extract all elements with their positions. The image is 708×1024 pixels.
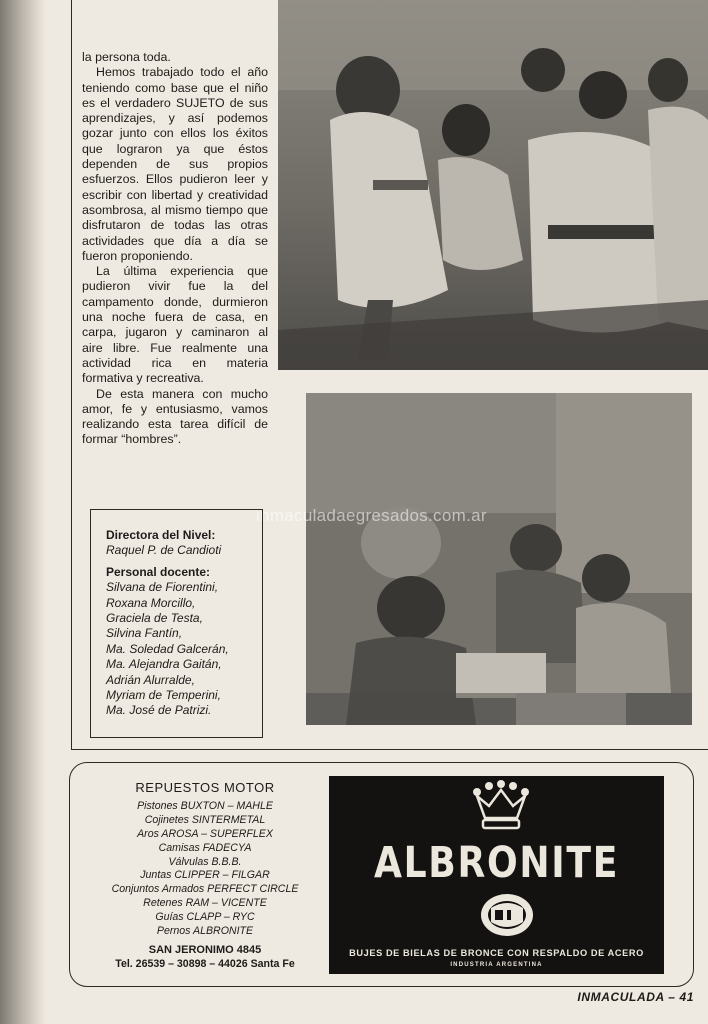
frame-rule-left [71, 0, 72, 750]
teacher-name: Graciela de Testa, [106, 611, 203, 626]
teacher-name: Silvana de Fiorentini, [106, 580, 219, 595]
teacher-name: Ma. José de Patrizi. [106, 703, 212, 718]
page-binding-shadow [0, 0, 46, 1024]
ad-line: Conjuntos Armados PERFECT CIRCLE [111, 883, 299, 896]
albronite-tagline: BUJES DE BIELAS DE BRONCE CON RESPALDO DE ACERO [349, 948, 644, 958]
albronite-advertisement [329, 776, 664, 974]
ad-line: Válvulas B.B.B. [168, 855, 242, 868]
teacher-name: Ma. Alejandra Gaitán, [106, 657, 222, 672]
ad-address: SAN JERONIMO 4845 [148, 943, 262, 956]
teacher-name: Adrián Alurralde, [106, 672, 195, 687]
director-name: Raquel P. de Candioti [106, 543, 222, 558]
frame-rule-bottom [71, 749, 708, 750]
article-paragraph: la persona toda. [82, 50, 171, 64]
ad-line: Aros AROSA – SUPERFLEX [137, 827, 273, 840]
ad-phones [80, 958, 330, 972]
ad-phone-numbers: Tel. 26539 – 30898 – 44026 [115, 957, 248, 970]
photo-children-outdoors [278, 0, 708, 370]
teachers-heading: Personal docente: [106, 564, 211, 579]
ad-title: REPUESTOS MOTOR [135, 780, 275, 795]
teacher-name: Myriam de Temperini, [106, 688, 221, 703]
article-paragraph: De esta manera con mucho amor, fe y entusiasmo, vamos realizando esta tarea difícil de formar “hombres”. [82, 386, 268, 447]
parts-advertisement [80, 781, 330, 972]
teacher-name: Roxana Morcillo, [106, 595, 196, 610]
page-footer: INMACULADA – 41 [577, 990, 694, 1004]
site-watermark: inmaculadaegresados.com.ar [256, 506, 487, 525]
ad-line: Pernos ALBRONITE [156, 925, 254, 938]
article-column [82, 50, 268, 448]
teacher-name: Ma. Soledad Galcerán, [106, 641, 229, 656]
ad-line: Cojinetes SINTERMETAL [144, 813, 266, 826]
albronite-brand: ALBRONITE [373, 838, 620, 888]
photo-children-table [306, 393, 692, 725]
ad-line: Pistones BUXTON – MAHLE [137, 799, 273, 812]
staff-box [90, 509, 263, 738]
albronite-origin: INDUSTRIA ARGENTINA [450, 962, 543, 968]
ad-line: Camisas FADECYA [158, 841, 252, 854]
article-paragraph: Hemos trabajado todo el año teniendo como base que el niño es el verdadero SUJETO de sus aprendizajes, y así podemos gozar junto con ellos los éxitos que lograron ya que éstos dependen de sus propios esfuerzos. Ellos pudieron leer y escribir con libertad y creatividad asombrosa, al mismo tiempo que disfrutaron de todas las otras actividades que día a día se fueron proponiendo. [82, 65, 268, 263]
ad-line: Retenes RAM – VICENTE [143, 897, 267, 910]
director-heading: Directora del Nivel: [106, 528, 216, 542]
ad-line: Juntas CLIPPER – FILGAR [140, 869, 270, 882]
ad-line: Guías CLAPP – RYC [155, 911, 255, 924]
article-paragraph: La última experiencia que pudieron vivir fue la del campamento donde, durmieron una noche fuera de casa, en carpa, jugaron y caminaron al aire libre. Fue realmente una actividad rica en materia formativa y recreativa. [82, 264, 268, 386]
ad-city: Santa Fe [250, 957, 295, 970]
crown-icon [471, 780, 531, 832]
bushing-icon [477, 890, 537, 940]
teacher-name: Silvina Fantín, [106, 626, 183, 641]
